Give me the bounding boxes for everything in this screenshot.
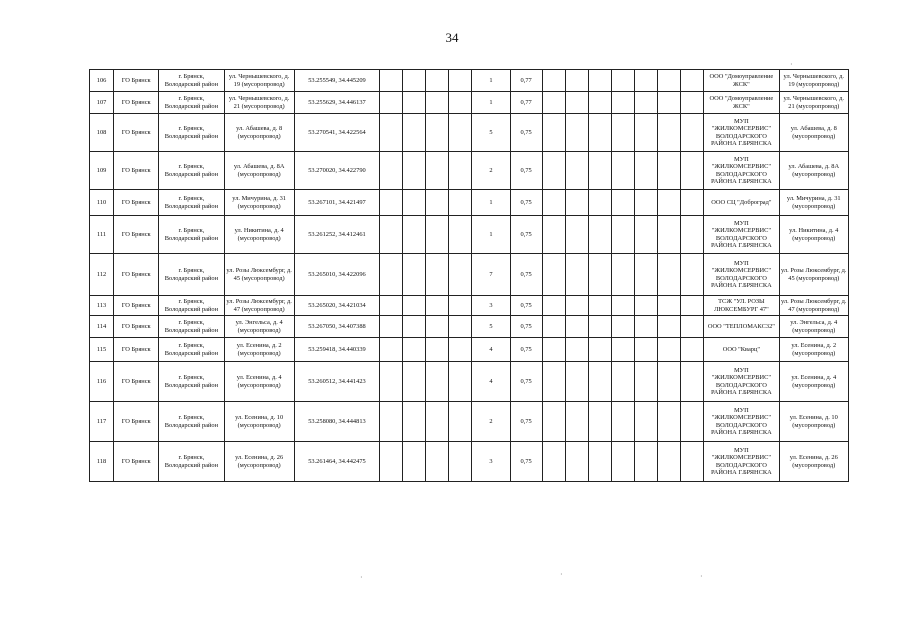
page-number: 34 — [445, 30, 459, 45]
settlement-cell: г. Брянск, Володарский район — [159, 70, 224, 92]
empty-cell — [403, 296, 426, 316]
empty-cell — [588, 254, 611, 296]
empty-cell — [426, 316, 449, 338]
address-cell: ул. Розы Люксембург, д. 47 (мусоропровод) — [224, 296, 294, 316]
organization-cell: МУП "ЖИЛКОМСЕРВИС" ВОЛОДАРСКОГО РАЙОНА Г.БРЯНСКА — [704, 402, 779, 442]
empty-cell — [658, 402, 681, 442]
table-row — [90, 114, 849, 152]
table-row — [90, 316, 849, 338]
coordinates-cell: 53.267050, 34.407388 — [294, 316, 379, 338]
municipality-cell: ГО Брянск — [114, 442, 159, 482]
waste-source-cell: ул. Есенина, д. 2 (мусоропровод) — [779, 338, 848, 362]
empty-cell — [380, 316, 403, 338]
row-number: 115 — [90, 338, 114, 362]
empty-cell — [565, 92, 588, 114]
municipality-cell: ГО Брянск — [114, 338, 159, 362]
organization-cell: МУП "ЖИЛКОМСЕРВИС" ВОЛОДАРСКОГО РАЙОНА Г.БРЯНСКА — [704, 442, 779, 482]
empty-cell — [635, 190, 658, 216]
empty-cell — [681, 296, 704, 316]
settlement-cell: г. Брянск, Володарский район — [159, 254, 224, 296]
empty-cell — [635, 402, 658, 442]
empty-cell — [380, 296, 403, 316]
container-count-cell: 1 — [472, 70, 510, 92]
address-cell: ул. Энгельса, д. 4 (мусоропровод) — [224, 316, 294, 338]
waste-source-cell: ул. Есенина, д. 26 (мусоропровод) — [779, 442, 848, 482]
row-number: 113 — [90, 296, 114, 316]
container-count-cell: 1 — [472, 190, 510, 216]
scan-mark: · — [790, 60, 793, 69]
address-cell: ул. Розы Люксембург, д. 45 (мусоропровод) — [224, 254, 294, 296]
organization-cell: ООО "Домоуправление ЖСК" — [704, 70, 779, 92]
empty-cell — [635, 254, 658, 296]
address-cell: ул. Есенина, д. 26 (мусоропровод) — [224, 442, 294, 482]
empty-cell — [426, 442, 449, 482]
empty-cell — [658, 152, 681, 190]
table-row — [90, 70, 849, 92]
empty-cell — [681, 402, 704, 442]
empty-cell — [403, 442, 426, 482]
empty-cell — [426, 216, 449, 254]
table-row — [90, 152, 849, 190]
empty-cell — [681, 338, 704, 362]
address-cell: ул. Чернышевского, д. 21 (мусоропровод) — [224, 92, 294, 114]
empty-cell — [403, 216, 426, 254]
coordinates-cell: 53.270020, 34.422790 — [294, 152, 379, 190]
container-volume-cell: 0,75 — [510, 442, 542, 482]
container-volume-cell: 0,75 — [510, 114, 542, 152]
address-cell: ул. Чернышевского, д. 19 (мусоропровод) — [224, 70, 294, 92]
empty-cell — [426, 296, 449, 316]
row-number: 114 — [90, 316, 114, 338]
empty-cell — [611, 316, 634, 338]
municipality-cell: ГО Брянск — [114, 254, 159, 296]
empty-cell — [681, 190, 704, 216]
container-volume-cell: 0,75 — [510, 254, 542, 296]
empty-cell — [565, 70, 588, 92]
empty-cell — [588, 442, 611, 482]
row-number: 112 — [90, 254, 114, 296]
empty-cell — [658, 92, 681, 114]
table-row — [90, 216, 849, 254]
table-row — [90, 254, 849, 296]
empty-cell — [565, 362, 588, 402]
empty-cell — [658, 296, 681, 316]
empty-cell — [658, 316, 681, 338]
organization-cell: ТСЖ "УЛ. РОЗЫ ЛЮКСЕМБУРГ 47" — [704, 296, 779, 316]
empty-cell — [542, 442, 565, 482]
empty-cell — [449, 316, 472, 338]
empty-cell — [565, 216, 588, 254]
container-count-cell: 1 — [472, 92, 510, 114]
settlement-cell: г. Брянск, Володарский район — [159, 316, 224, 338]
settlement-cell: г. Брянск, Володарский район — [159, 152, 224, 190]
empty-cell — [635, 296, 658, 316]
municipality-cell: ГО Брянск — [114, 92, 159, 114]
municipality-cell: ГО Брянск — [114, 316, 159, 338]
container-volume-cell: 0,75 — [510, 216, 542, 254]
empty-cell — [565, 338, 588, 362]
empty-cell — [449, 114, 472, 152]
empty-cell — [542, 216, 565, 254]
coordinates-cell: 53.265010, 34.422096 — [294, 254, 379, 296]
waste-source-cell: ул. Энгельса, д. 4 (мусоропровод) — [779, 316, 848, 338]
organization-cell: МУП "ЖИЛКОМСЕРВИС" ВОЛОДАРСКОГО РАЙОНА Г.БРЯНСКА — [704, 216, 779, 254]
coordinates-cell: 53.255629, 34.446137 — [294, 92, 379, 114]
empty-cell — [588, 338, 611, 362]
empty-cell — [588, 190, 611, 216]
empty-cell — [542, 190, 565, 216]
empty-cell — [588, 316, 611, 338]
address-cell: ул. Мичурина, д. 31 (мусоропровод) — [224, 190, 294, 216]
empty-cell — [611, 402, 634, 442]
coordinates-cell: 53.255549, 34.445209 — [294, 70, 379, 92]
empty-cell — [588, 92, 611, 114]
empty-cell — [565, 152, 588, 190]
empty-cell — [635, 338, 658, 362]
settlement-cell: г. Брянск, Володарский район — [159, 402, 224, 442]
coordinates-cell: 53.267101, 34.421497 — [294, 190, 379, 216]
container-volume-cell: 0,75 — [510, 402, 542, 442]
empty-cell — [658, 190, 681, 216]
coordinates-cell: 53.259418, 34.440339 — [294, 338, 379, 362]
container-volume-cell: 0,75 — [510, 338, 542, 362]
settlement-cell: г. Брянск, Володарский район — [159, 362, 224, 402]
waste-source-cell: ул. Мичурина, д. 31 (мусоропровод) — [779, 190, 848, 216]
settlement-cell: г. Брянск, Володарский район — [159, 296, 224, 316]
empty-cell — [588, 152, 611, 190]
address-cell: ул. Никитина, д. 4 (мусоропровод) — [224, 216, 294, 254]
row-number: 107 — [90, 92, 114, 114]
organization-cell: МУП "ЖИЛКОМСЕРВИС" ВОЛОДАРСКОГО РАЙОНА Г.БРЯНСКА — [704, 152, 779, 190]
empty-cell — [380, 216, 403, 254]
organization-cell: ООО "Кварц" — [704, 338, 779, 362]
coordinates-cell: 53.261252, 34.412461 — [294, 216, 379, 254]
empty-cell — [542, 338, 565, 362]
waste-source-cell: ул. Никитина, д. 4 (мусоропровод) — [779, 216, 848, 254]
empty-cell — [542, 152, 565, 190]
empty-cell — [635, 216, 658, 254]
empty-cell — [403, 362, 426, 402]
organization-cell: ООО "ТЕПЛОМАКС32" — [704, 316, 779, 338]
waste-source-cell: ул. Есенина, д. 4 (мусоропровод) — [779, 362, 848, 402]
municipality-cell: ГО Брянск — [114, 296, 159, 316]
scan-mark: · — [360, 573, 363, 582]
empty-cell — [611, 114, 634, 152]
coordinates-cell: 53.258080, 34.444813 — [294, 402, 379, 442]
empty-cell — [635, 70, 658, 92]
empty-cell — [449, 190, 472, 216]
container-volume-cell: 0,75 — [510, 362, 542, 402]
empty-cell — [403, 152, 426, 190]
empty-cell — [449, 296, 472, 316]
empty-cell — [681, 70, 704, 92]
table-row — [90, 362, 849, 402]
organization-cell: МУП "ЖИЛКОМСЕРВИС" ВОЛОДАРСКОГО РАЙОНА Г.БРЯНСКА — [704, 254, 779, 296]
empty-cell — [449, 92, 472, 114]
waste-source-cell: ул. Абашева, д. 8 (мусоропровод) — [779, 114, 848, 152]
scan-mark: · — [560, 570, 563, 579]
empty-cell — [588, 296, 611, 316]
empty-cell — [681, 216, 704, 254]
empty-cell — [449, 362, 472, 402]
container-count-cell: 2 — [472, 402, 510, 442]
empty-cell — [611, 338, 634, 362]
empty-cell — [426, 362, 449, 402]
container-volume-cell: 0,75 — [510, 316, 542, 338]
empty-cell — [635, 92, 658, 114]
empty-cell — [542, 316, 565, 338]
settlement-cell: г. Брянск, Володарский район — [159, 92, 224, 114]
empty-cell — [681, 442, 704, 482]
municipality-cell: ГО Брянск — [114, 114, 159, 152]
municipality-cell: ГО Брянск — [114, 402, 159, 442]
empty-cell — [611, 216, 634, 254]
empty-cell — [611, 442, 634, 482]
empty-cell — [611, 92, 634, 114]
container-count-cell: 5 — [472, 114, 510, 152]
settlement-cell: г. Брянск, Володарский район — [159, 338, 224, 362]
empty-cell — [565, 190, 588, 216]
empty-cell — [542, 70, 565, 92]
address-cell: ул. Абашева, д. 8А (мусоропровод) — [224, 152, 294, 190]
empty-cell — [658, 70, 681, 92]
municipality-cell: ГО Брянск — [114, 190, 159, 216]
empty-cell — [681, 114, 704, 152]
empty-cell — [403, 338, 426, 362]
empty-cell — [426, 70, 449, 92]
empty-cell — [403, 114, 426, 152]
municipality-cell: ГО Брянск — [114, 362, 159, 402]
empty-cell — [449, 442, 472, 482]
table-row — [90, 402, 849, 442]
empty-cell — [380, 114, 403, 152]
empty-cell — [565, 114, 588, 152]
row-number: 116 — [90, 362, 114, 402]
container-count-cell: 2 — [472, 152, 510, 190]
address-cell: ул. Есенина, д. 10 (мусоропровод) — [224, 402, 294, 442]
empty-cell — [588, 114, 611, 152]
empty-cell — [542, 296, 565, 316]
waste-source-cell: ул. Есенина, д. 10 (мусоропровод) — [779, 402, 848, 442]
empty-cell — [542, 254, 565, 296]
empty-cell — [588, 70, 611, 92]
empty-cell — [380, 92, 403, 114]
empty-cell — [588, 216, 611, 254]
row-number: 109 — [90, 152, 114, 190]
row-number: 117 — [90, 402, 114, 442]
row-number: 106 — [90, 70, 114, 92]
empty-cell — [635, 152, 658, 190]
empty-cell — [380, 362, 403, 402]
empty-cell — [635, 442, 658, 482]
empty-cell — [611, 254, 634, 296]
empty-cell — [658, 254, 681, 296]
empty-cell — [611, 362, 634, 402]
table-row — [90, 442, 849, 482]
coordinates-cell: 53.261464, 34.442475 — [294, 442, 379, 482]
address-cell: ул. Есенина, д. 2 (мусоропровод) — [224, 338, 294, 362]
empty-cell — [658, 442, 681, 482]
table-row — [90, 190, 849, 216]
settlement-cell: г. Брянск, Володарский район — [159, 216, 224, 254]
address-cell: ул. Абашева, д. 8 (мусоропровод) — [224, 114, 294, 152]
empty-cell — [681, 316, 704, 338]
empty-cell — [681, 254, 704, 296]
municipality-cell: ГО Брянск — [114, 152, 159, 190]
empty-cell — [380, 254, 403, 296]
empty-cell — [403, 316, 426, 338]
waste-site-registry-table — [89, 69, 849, 482]
organization-cell: МУП "ЖИЛКОМСЕРВИС" ВОЛОДАРСКОГО РАЙОНА Г.БРЯНСКА — [704, 114, 779, 152]
empty-cell — [681, 92, 704, 114]
empty-cell — [380, 338, 403, 362]
table-row — [90, 338, 849, 362]
row-number: 118 — [90, 442, 114, 482]
empty-cell — [403, 402, 426, 442]
empty-cell — [426, 402, 449, 442]
empty-cell — [449, 70, 472, 92]
container-count-cell: 7 — [472, 254, 510, 296]
organization-cell: ООО СЦ "Доброград" — [704, 190, 779, 216]
empty-cell — [542, 362, 565, 402]
waste-source-cell: ул. Абашева, д. 8А (мусоропровод) — [779, 152, 848, 190]
waste-source-cell: ул. Розы Люксембург, д. 45 (мусоропровод) — [779, 254, 848, 296]
container-count-cell: 1 — [472, 216, 510, 254]
container-volume-cell: 0,75 — [510, 190, 542, 216]
container-count-cell: 4 — [472, 362, 510, 402]
empty-cell — [611, 190, 634, 216]
empty-cell — [449, 152, 472, 190]
container-count-cell: 5 — [472, 316, 510, 338]
empty-cell — [588, 362, 611, 402]
municipality-cell: ГО Брянск — [114, 70, 159, 92]
empty-cell — [449, 402, 472, 442]
empty-cell — [611, 70, 634, 92]
organization-cell: МУП "ЖИЛКОМСЕРВИС" ВОЛОДАРСКОГО РАЙОНА Г.БРЯНСКА — [704, 362, 779, 402]
coordinates-cell: 53.270541, 34.422564 — [294, 114, 379, 152]
empty-cell — [681, 362, 704, 402]
empty-cell — [565, 296, 588, 316]
empty-cell — [565, 402, 588, 442]
empty-cell — [565, 254, 588, 296]
empty-cell — [565, 316, 588, 338]
empty-cell — [658, 338, 681, 362]
empty-cell — [681, 152, 704, 190]
empty-cell — [542, 114, 565, 152]
municipality-cell: ГО Брянск — [114, 216, 159, 254]
container-volume-cell: 0,77 — [510, 92, 542, 114]
empty-cell — [449, 216, 472, 254]
coordinates-cell: 53.265020, 34.421034 — [294, 296, 379, 316]
empty-cell — [635, 114, 658, 152]
empty-cell — [588, 402, 611, 442]
scan-mark: · — [700, 572, 703, 581]
empty-cell — [403, 254, 426, 296]
empty-cell — [403, 190, 426, 216]
container-volume-cell: 0,75 — [510, 152, 542, 190]
table-body — [90, 70, 849, 482]
empty-cell — [635, 362, 658, 402]
waste-source-cell: ул. Чернышевского, д. 19 (мусоропровод) — [779, 70, 848, 92]
empty-cell — [542, 402, 565, 442]
empty-cell — [380, 442, 403, 482]
empty-cell — [426, 92, 449, 114]
empty-cell — [542, 92, 565, 114]
empty-cell — [403, 70, 426, 92]
table-row — [90, 296, 849, 316]
container-count-cell: 4 — [472, 338, 510, 362]
empty-cell — [380, 190, 403, 216]
coordinates-cell: 53.260512, 34.441423 — [294, 362, 379, 402]
container-count-cell: 3 — [472, 442, 510, 482]
empty-cell — [426, 338, 449, 362]
table-row — [90, 92, 849, 114]
settlement-cell: г. Брянск, Володарский район — [159, 114, 224, 152]
settlement-cell: г. Брянск, Володарский район — [159, 190, 224, 216]
row-number: 108 — [90, 114, 114, 152]
address-cell: ул. Есенина, д. 4 (мусоропровод) — [224, 362, 294, 402]
empty-cell — [565, 442, 588, 482]
empty-cell — [380, 402, 403, 442]
empty-cell — [426, 190, 449, 216]
empty-cell — [426, 114, 449, 152]
empty-cell — [611, 152, 634, 190]
empty-cell — [658, 216, 681, 254]
empty-cell — [380, 152, 403, 190]
empty-cell — [635, 316, 658, 338]
container-count-cell: 3 — [472, 296, 510, 316]
empty-cell — [403, 92, 426, 114]
row-number: 111 — [90, 216, 114, 254]
row-number: 110 — [90, 190, 114, 216]
empty-cell — [658, 114, 681, 152]
container-volume-cell: 0,75 — [510, 296, 542, 316]
waste-source-cell: ул. Розы Люксембург, д. 47 (мусоропровод) — [779, 296, 848, 316]
empty-cell — [426, 254, 449, 296]
container-volume-cell: 0,77 — [510, 70, 542, 92]
empty-cell — [426, 152, 449, 190]
empty-cell — [611, 296, 634, 316]
organization-cell: ООО "Домоуправление ЖСК" — [704, 92, 779, 114]
empty-cell — [380, 70, 403, 92]
empty-cell — [449, 338, 472, 362]
settlement-cell: г. Брянск, Володарский район — [159, 442, 224, 482]
empty-cell — [658, 362, 681, 402]
empty-cell — [449, 254, 472, 296]
waste-source-cell: ул. Чернышевского, д. 21 (мусоропровод) — [779, 92, 848, 114]
